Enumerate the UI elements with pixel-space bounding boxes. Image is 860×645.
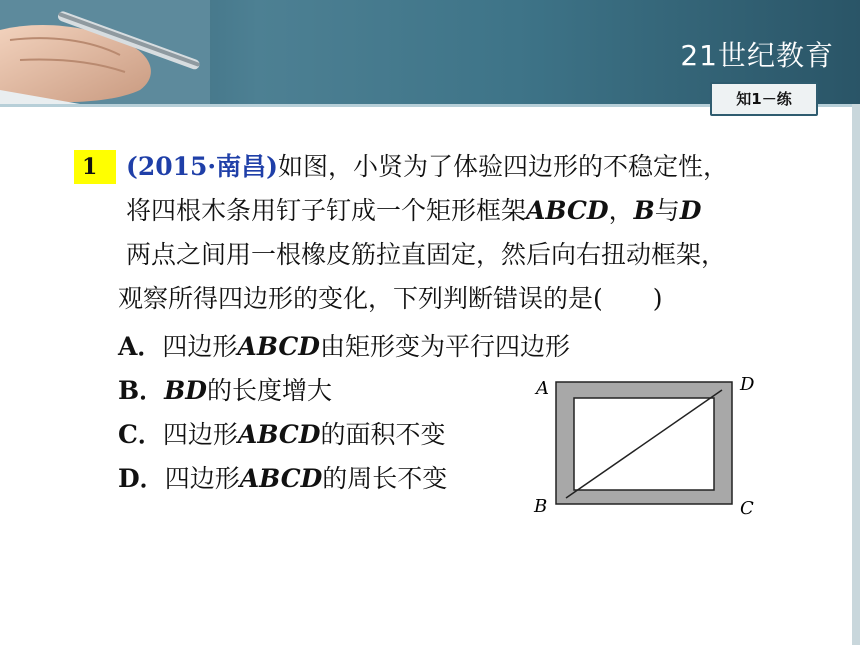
option-a[interactable] xyxy=(118,330,570,364)
question-number: 1 xyxy=(74,150,116,184)
option-d[interactable] xyxy=(118,462,447,496)
vertex-label-a: A xyxy=(536,378,549,399)
question-text-1: 如图，小贤为了体验四边形的不稳定性， xyxy=(277,152,728,181)
option-c[interactable] xyxy=(118,418,446,452)
option-b-letter: B． xyxy=(118,376,165,405)
brand-title: 21世纪教育 xyxy=(680,39,834,72)
question-text-2e: 与 xyxy=(654,196,680,225)
question-source: (2015·南昌) xyxy=(126,152,278,181)
question-line-1 xyxy=(126,150,728,184)
question-text-2d: B xyxy=(633,196,655,225)
option-c-em: ABCD xyxy=(237,420,321,449)
question-line-3: 两点之间用一根橡皮筋拉直固定，然后向右扭动框架， xyxy=(126,240,727,269)
right-edge-bar xyxy=(852,104,860,645)
option-a-em: ABCD xyxy=(237,332,320,361)
option-a-pre: 四边形 xyxy=(162,332,238,361)
option-c-pre: 四边形 xyxy=(162,420,238,449)
option-c-letter: C． xyxy=(118,420,163,449)
vertex-label-b: B xyxy=(534,496,548,517)
rectangle-frame-figure xyxy=(526,370,776,520)
question-text-2c: ， xyxy=(608,196,634,225)
option-b[interactable] xyxy=(118,374,332,408)
question-line-2 xyxy=(126,194,701,228)
option-a-post: 由矩形变为平行四边形 xyxy=(320,332,571,361)
option-d-post: 的周长不变 xyxy=(322,464,448,493)
option-d-letter: D． xyxy=(118,464,165,493)
pen-hand-illustration xyxy=(0,0,210,104)
option-d-pre: 四边形 xyxy=(164,464,240,493)
question-text-2f: D xyxy=(679,196,702,225)
question-text-2b: ABCD xyxy=(526,196,609,225)
option-d-em: ABCD xyxy=(239,464,323,493)
vertex-label-d: D xyxy=(740,374,755,395)
option-b-post: 的长度增大 xyxy=(206,376,332,405)
option-a-letter: A． xyxy=(118,332,163,361)
option-c-post: 的面积不变 xyxy=(320,420,446,449)
section-tab[interactable]: 知1－练 xyxy=(710,82,818,116)
question-text-2a: 将四根木条用钉子钉成一个矩形框架 xyxy=(126,196,527,225)
vertex-label-c: C xyxy=(740,498,754,519)
question-line-4: 观察所得四边形的变化，下列判断错误的是( ) xyxy=(118,284,663,313)
option-b-em: BD xyxy=(164,376,207,405)
